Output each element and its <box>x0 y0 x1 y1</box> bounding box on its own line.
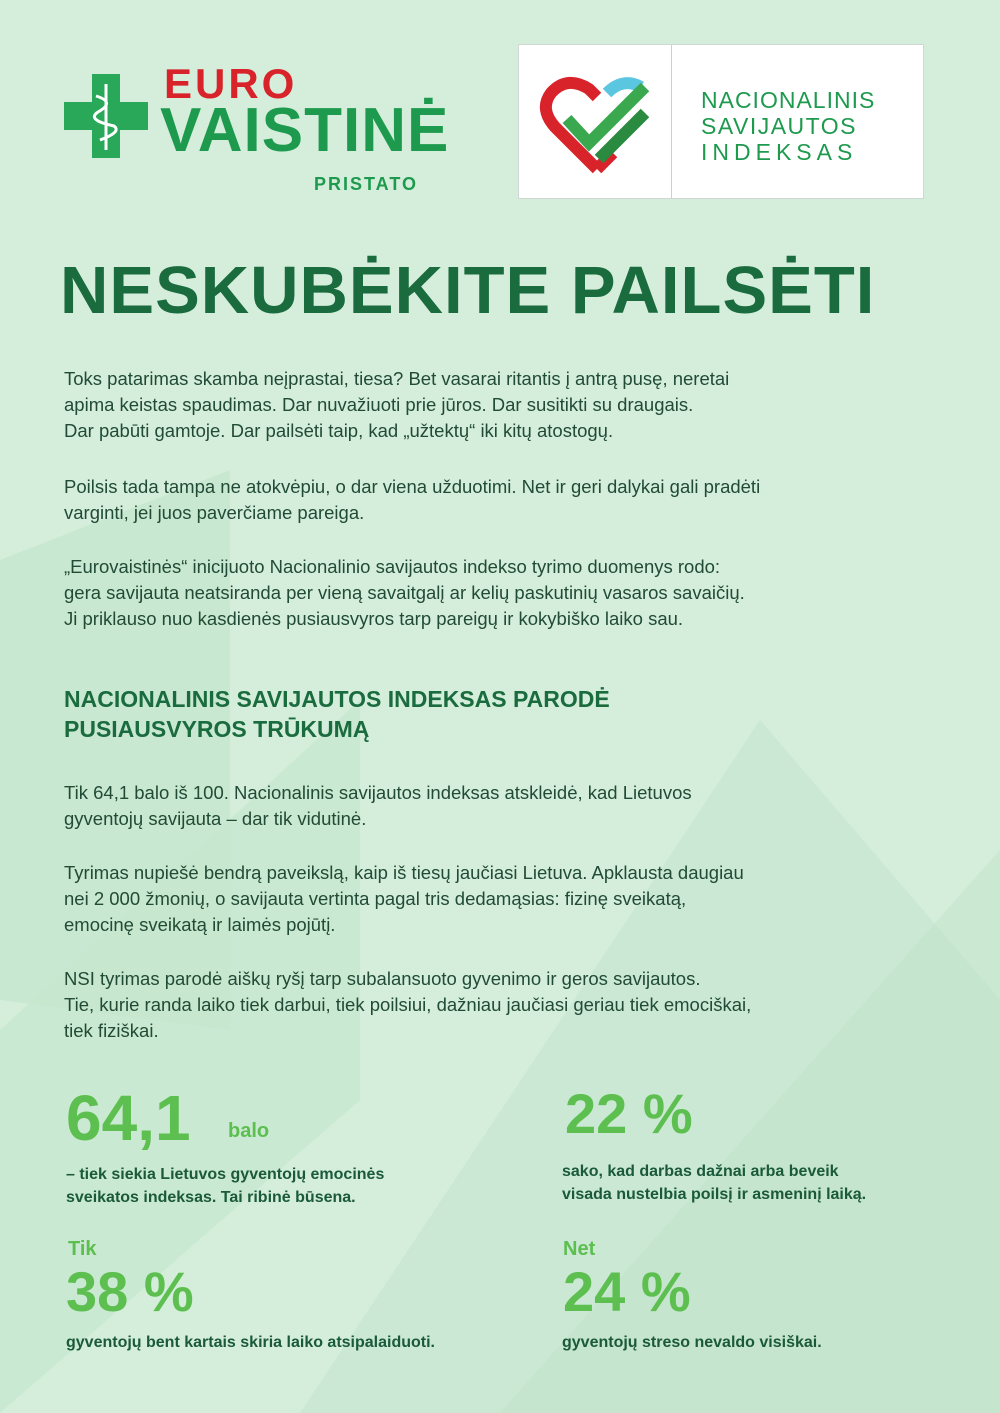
logo-divider <box>671 45 672 198</box>
stat-score-unit: balo <box>228 1120 270 1142</box>
text-line: sveikatos indeksas. Tai ribinė būsena. <box>66 1189 356 1206</box>
stat-work-value: 22 % <box>565 1082 693 1145</box>
logo-nsi-line-1: NACIONALINIS <box>701 87 876 113</box>
text-line: Tyrimas nupiešė bendrą paveikslą, kaip iš tiesų jaučiasi Lietuva. Apklausta daugiau <box>64 862 744 883</box>
intro-paragraph-2 <box>64 474 934 526</box>
heading-line: NACIONALINIS SAVIJAUTOS INDEKSAS PARODĖ <box>64 686 610 712</box>
stat-relax-value: 38 % <box>66 1260 194 1323</box>
logo-euro-text: EURO <box>164 60 298 107</box>
eurovaistine-logo <box>64 60 454 200</box>
stat-stress-label: Net <box>563 1238 596 1260</box>
heading-line: PUSIAUSVYROS TRŪKUMĄ <box>64 716 370 742</box>
nsi-logo <box>518 44 924 199</box>
stat-relax-label: Tik <box>68 1238 97 1260</box>
text-line: gera savijauta neatsiranda per vieną savaitgalį ar kelių paskutinių vasaros savaičių. <box>64 582 745 603</box>
logo-nsi-line-2: SAVIJAUTOS <box>701 113 858 139</box>
text-line: „Eurovaistinės“ inicijuoto Nacionalinio savijautos indekso tyrimo duomenys rodo: <box>64 556 721 577</box>
stat-relax-description: gyventojų bent kartais skiria laiko atsipalaiduoti. <box>66 1334 435 1351</box>
intro-paragraph-3 <box>64 554 934 632</box>
text-line: varginti, jei juos paverčiame pareiga. <box>64 502 365 523</box>
section-heading <box>64 684 824 744</box>
text-line: Tik 64,1 balo iš 100. Nacionalinis savijautos indeksas atskleidė, kad Lietuvos <box>64 782 692 803</box>
stat-work-description <box>562 1160 962 1206</box>
text-line: nei 2 000 žmonių, o savijauta vertinta pagal tris dedamąsias: fizinę sveikatą, <box>64 888 687 909</box>
stat-score-description <box>66 1163 486 1209</box>
page-title: NESKUBĖKITE PAILSĖTI <box>60 253 876 328</box>
stat-stress-description: gyventojų streso nevaldo visiškai. <box>562 1334 822 1351</box>
section-paragraph-2 <box>64 860 934 938</box>
section-paragraph-1 <box>64 780 934 832</box>
text-line: sako, kad darbas dažnai arba beveik <box>562 1163 839 1180</box>
intro-paragraph-1 <box>64 366 934 444</box>
text-line: Tie, kurie randa laiko tiek darbui, tiek poilsiui, dažniau jaučiasi geriau tiek emociškai, <box>64 994 752 1015</box>
stat-stress-value: 24 % <box>563 1260 691 1323</box>
text-line: NSI tyrimas parodė aiškų ryšį tarp subalansuoto gyvenimo ir geros savijautos. <box>64 968 701 989</box>
text-line: Toks patarimas skamba neįprastai, tiesa? Bet vasarai ritantis į antrą pusę, neretai <box>64 368 730 389</box>
text-line: gyventojų savijauta – dar tik vidutinė. <box>64 808 367 829</box>
logo-nsi-line-3: INDEKSAS <box>701 139 858 165</box>
pristato-label: PRISTATO <box>314 174 419 194</box>
stat-score-value: 64,1 <box>66 1082 191 1154</box>
text-line: emocinę sveikatą ir laimės pojūtį. <box>64 914 336 935</box>
logo-vaistine-text: VAISTINĖ <box>160 96 450 165</box>
text-line: Dar pabūti gamtoje. Dar pailsėti taip, kad „užtektų“ iki kitų atostogų. <box>64 420 614 441</box>
text-line: Ji priklauso nuo kasdienės pusiausvyros tarp pareigų ir kokybiško laiko sau. <box>64 608 684 629</box>
text-line: visada nustelbia poilsį ir asmeninį laiką. <box>562 1186 867 1203</box>
text-line: – tiek siekia Lietuvos gyventojų emocinės <box>66 1166 385 1183</box>
section-paragraph-3 <box>64 966 934 1044</box>
text-line: apima keistas spaudimas. Dar nuvažiuoti prie jūros. Dar susitikti su draugais. <box>64 394 694 415</box>
heart-check-icon <box>537 69 657 179</box>
text-line: tiek fiziškai. <box>64 1020 159 1041</box>
text-line: Poilsis tada tampa ne atokvėpiu, o dar viena užduotimi. Net ir geri dalykai gali pradėti <box>64 476 761 497</box>
pharmacy-cross-icon <box>64 74 148 158</box>
